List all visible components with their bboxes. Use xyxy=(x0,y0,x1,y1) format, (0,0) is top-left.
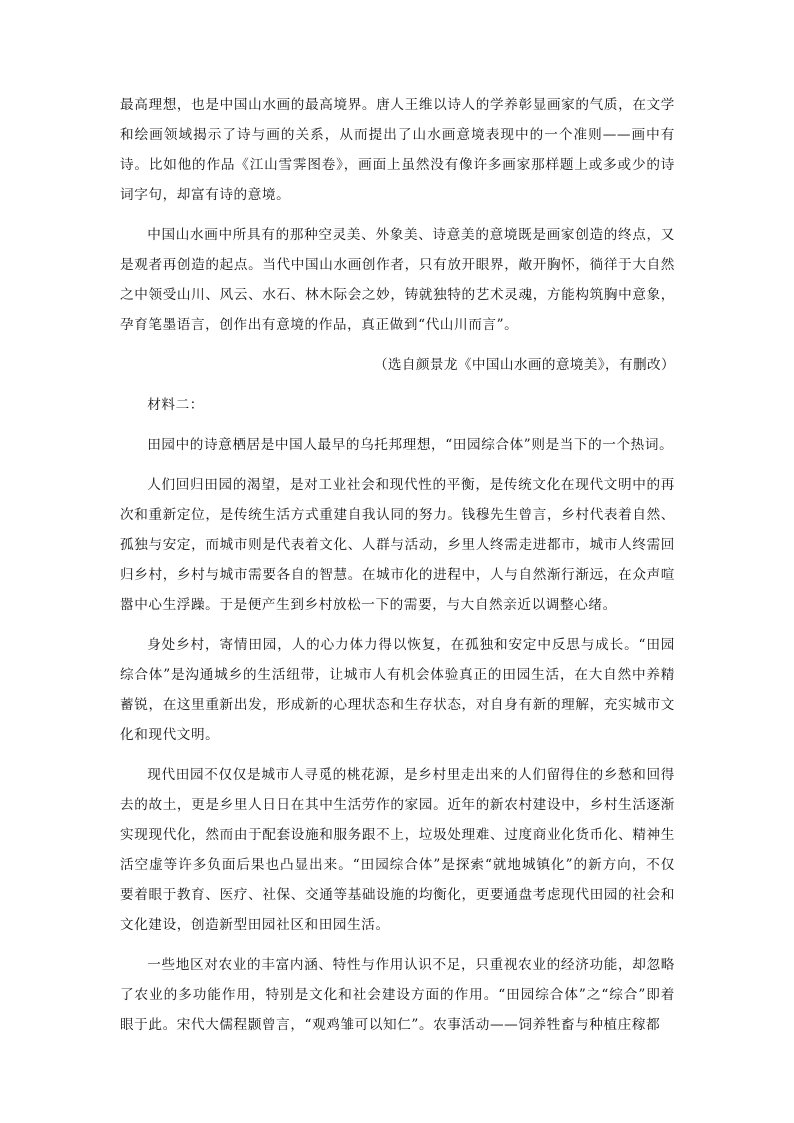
material-two-label: 材料二： xyxy=(147,397,204,413)
source-citation: （选自颜景龙《中国山水画的意境美》，有删改） xyxy=(373,357,675,373)
document-page xyxy=(120,90,675,1040)
paragraph: 田园中的诗意栖居是中国人最早的乌托邦理想，“田园综合体”则是当下的一个热词。 xyxy=(147,437,674,453)
paragraph: 一些地区对农业的丰富内涵、特性与作用认识不足，只重视农业的经济功能，却忽略了农业的多功能作用，特别是文化和社会建设方面的作用。“田园综合体”之“综合”即着眼于此。宋代大儒程颢曾言，“观鸡雏可以知仁”。农事活动——饲养牲畜与种植庄稼都 xyxy=(120,957,675,1033)
paragraph: 最高理想，也是中国山水画的最高境界。唐人王维以诗人的学养彰显画家的气质，在文学和绘画领域揭示了诗与画的关系，从而提出了山水画意境表现中的一个准则——画中有诗。比如他的作品《江山雪霁图卷》，画面上虽然没有像许多画家那样题上或多或少的诗词字句，却富有诗的意境。 xyxy=(120,97,675,203)
paragraph: 人们回归田园的渴望，是对工业社会和现代性的平衡，是传统文化在现代文明中的再次和重新定位，是传统生活方式重建自我认同的努力。钱穆先生曾言，乡村代表着自然、孤独与安定，而城市则是代表着文化、人群与活动，乡里人终需走进都市，城市人终需回归乡村，乡村与城市需要各自的智慧。在城市化的进程中，人与自然渐行渐远，在众声喧嚣中心生浮躁。于是便产生到乡村放松一下的需要，与大自然亲近以调整心绪。 xyxy=(120,477,675,613)
paragraph: 身处乡村，寄情田园，人的心力体力得以恢复，在孤独和安定中反思与成长。“田园综合体”是沟通城乡的生活纽带，让城市人有机会体验真正的田园生活，在大自然中养精蓄锐，在这里重新出发，形成新的心理状态和生存状态，对自身有新的理解，充实城市文化和现代文明。 xyxy=(120,637,675,743)
paragraph: 中国山水画中所具有的那种空灵美、外象美、诗意美的意境既是画家创造的终点，又是观者再创造的起点。当代中国山水画创作者，只有放开眼界，敞开胸怀，徜徉于大自然之中领受山川、风云、水石、林木际会之妙，铸就独特的艺术灵魂，方能构筑胸中意象，孕育笔墨语言，创作出有意境的作品，真正做到“代山川而言”。 xyxy=(120,227,675,333)
paragraph: 现代田园不仅仅是城市人寻觅的桃花源，是乡村里走出来的人们留得住的乡愁和回得去的故土，更是乡里人日日在其中生活劳作的家园。近年的新农村建设中，乡村生活逐渐实现现代化，然而由于配套设施和服务跟不上，垃圾处理难、过度商业化货币化、精神生活空虚等许多负面后果也凸显出来。“田园综合体”是探索“就地城镇化”的新方向，不仅要着眼于教育、医疗、社保、交通等基础设施的均衡化，更要通盘考虑现代田园的社会和文化建设，创造新型田园社区和田园生活。 xyxy=(120,767,675,933)
